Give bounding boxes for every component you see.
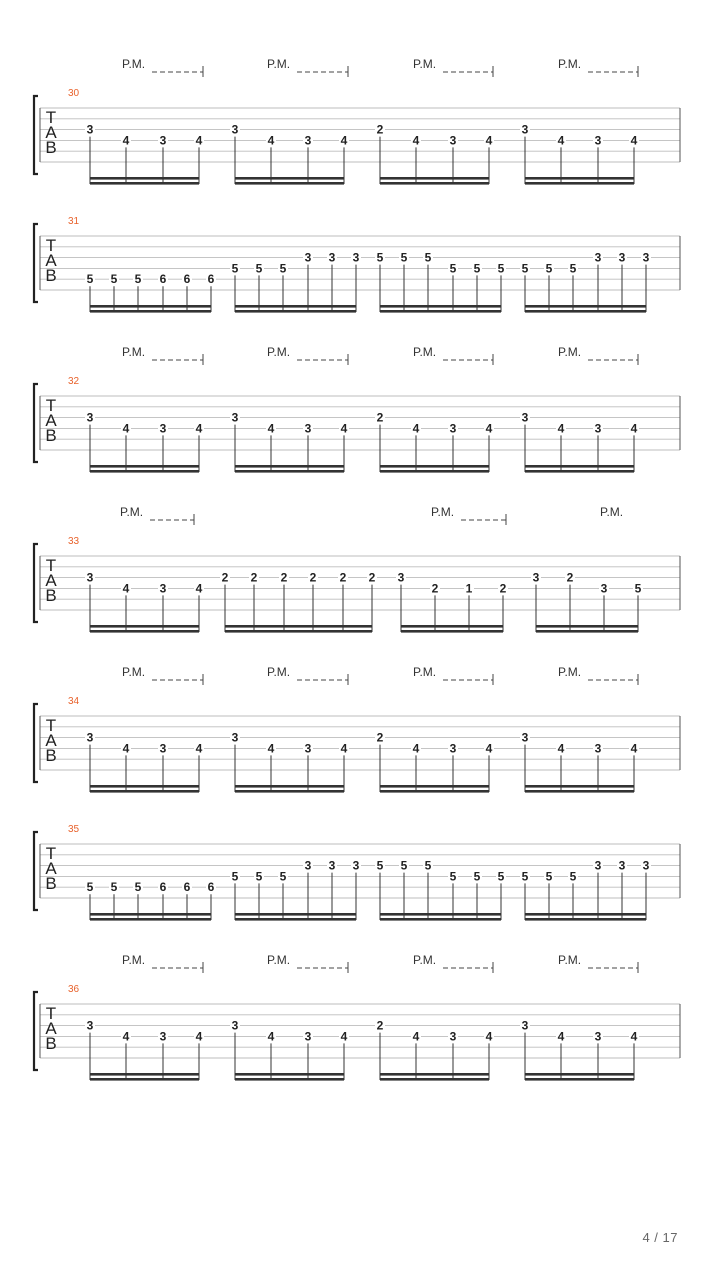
beam-primary (380, 918, 501, 921)
fret-number: 2 (280, 570, 288, 585)
tab-clef-letter: A (45, 571, 57, 590)
tab-clef-letter: B (45, 586, 57, 605)
fret-number: 4 (267, 1029, 275, 1044)
tab-clef-letter: T (45, 236, 57, 255)
measure-number: 33 (68, 536, 80, 547)
fret-number: 4 (630, 1029, 638, 1044)
fret-number: 3 (594, 741, 602, 756)
fret-number: 4 (122, 741, 130, 756)
system-bracket (34, 96, 38, 174)
fret-number: 3 (532, 570, 540, 585)
fret-number: 4 (195, 133, 203, 148)
beam-secondary (90, 177, 199, 180)
beam-secondary (225, 625, 372, 628)
tab-clef-letter: A (45, 731, 57, 750)
fret-number: 5 (497, 869, 505, 884)
fret-number: 5 (110, 880, 118, 895)
tab-clef-letter: B (45, 426, 57, 445)
beam-secondary (90, 1073, 199, 1076)
fret-number: 4 (340, 421, 348, 436)
fret-number: 4 (195, 421, 203, 436)
tab-clef-letter: T (45, 108, 57, 127)
fret-number: 5 (473, 869, 481, 884)
fret-number: 3 (594, 858, 602, 873)
fret-number: 4 (485, 1029, 493, 1044)
fret-number: 3 (449, 133, 457, 148)
beam-secondary (525, 305, 646, 308)
fret-number: 4 (412, 421, 420, 436)
fret-number: 2 (376, 730, 384, 745)
fret-number: 2 (431, 581, 439, 596)
fret-number: 4 (557, 1029, 565, 1044)
fret-number: 3 (159, 133, 167, 148)
fret-number: 5 (521, 261, 529, 276)
fret-number: 5 (400, 858, 408, 873)
tab-clef-letter: A (45, 123, 57, 142)
beam-primary (525, 182, 634, 185)
palm-mute-label: P.M. (413, 665, 437, 679)
fret-number: 3 (159, 421, 167, 436)
beam-secondary (380, 1073, 489, 1076)
beam-primary (235, 470, 344, 473)
palm-mute-label: P.M. (267, 665, 291, 679)
fret-number: 4 (630, 741, 638, 756)
beam-secondary (525, 1073, 634, 1076)
fret-number: 3 (600, 581, 608, 596)
fret-number: 4 (122, 421, 130, 436)
beam-primary (235, 182, 344, 185)
palm-mute-label: P.M. (558, 345, 582, 359)
fret-number: 4 (485, 741, 493, 756)
measure-number: 30 (68, 88, 80, 99)
beam-secondary (380, 785, 489, 788)
fret-number: 3 (521, 410, 529, 425)
measure-number: 31 (68, 216, 80, 227)
system-bracket (34, 832, 38, 910)
fret-number: 5 (376, 858, 384, 873)
fret-number: 3 (231, 122, 239, 137)
fret-number: 3 (231, 730, 239, 745)
fret-number: 4 (195, 581, 203, 596)
beam-primary (380, 470, 489, 473)
fret-number: 3 (159, 1029, 167, 1044)
fret-number: 3 (594, 421, 602, 436)
palm-mute-label: P.M. (122, 665, 146, 679)
fret-number: 3 (304, 133, 312, 148)
fret-number: 3 (521, 122, 529, 137)
fret-number: 3 (328, 250, 336, 265)
fret-number: 5 (634, 581, 642, 596)
fret-number: 3 (86, 1018, 94, 1033)
tab-clef-letter: B (45, 266, 57, 285)
beam-primary (90, 790, 199, 793)
palm-mute-label: P.M. (558, 57, 582, 71)
fret-number: 4 (485, 421, 493, 436)
beam-primary (525, 470, 634, 473)
palm-mute-label: P.M. (267, 345, 291, 359)
fret-number: 3 (304, 741, 312, 756)
fret-number: 5 (545, 261, 553, 276)
fret-number: 3 (449, 741, 457, 756)
beam-secondary (235, 465, 344, 468)
fret-number: 4 (412, 1029, 420, 1044)
fret-number: 2 (376, 410, 384, 425)
fret-number: 5 (279, 261, 287, 276)
fret-number: 5 (86, 272, 94, 287)
system-bracket (34, 992, 38, 1070)
beam-primary (235, 790, 344, 793)
beam-primary (525, 310, 646, 313)
fret-number: 3 (304, 1029, 312, 1044)
fret-number: 5 (449, 869, 457, 884)
fret-number: 3 (642, 250, 650, 265)
fret-number: 3 (352, 858, 360, 873)
palm-mute-label: P.M. (600, 505, 624, 519)
fret-number: 6 (183, 880, 191, 895)
fret-number: 4 (340, 741, 348, 756)
fret-number: 5 (449, 261, 457, 276)
palm-mute-label: P.M. (558, 665, 582, 679)
fret-number: 4 (340, 133, 348, 148)
beam-primary (90, 470, 199, 473)
measure-number: 34 (68, 696, 80, 707)
palm-mute-label: P.M. (413, 345, 437, 359)
palm-mute-label: P.M. (413, 57, 437, 71)
fret-number: 4 (485, 133, 493, 148)
beam-primary (235, 310, 356, 313)
fret-number: 3 (304, 421, 312, 436)
fret-number: 3 (86, 730, 94, 745)
fret-number: 5 (424, 858, 432, 873)
tab-system (34, 824, 680, 921)
fret-number: 2 (368, 570, 376, 585)
beam-primary (525, 918, 646, 921)
fret-number: 4 (630, 421, 638, 436)
fret-number: 4 (122, 1029, 130, 1044)
beam-secondary (235, 1073, 344, 1076)
fret-number: 2 (339, 570, 347, 585)
fret-number: 5 (231, 261, 239, 276)
beam-primary (401, 630, 503, 633)
beam-primary (235, 918, 356, 921)
beam-primary (235, 1078, 344, 1081)
fret-number: 4 (122, 581, 130, 596)
beam-secondary (235, 305, 356, 308)
tab-system (34, 216, 680, 313)
tab-clef-letter: B (45, 1034, 57, 1053)
fret-number: 3 (521, 1018, 529, 1033)
beam-primary (380, 790, 489, 793)
tab-clef-letter: T (45, 396, 57, 415)
tab-clef-letter: T (45, 844, 57, 863)
fret-number: 5 (231, 869, 239, 884)
fret-number: 5 (497, 261, 505, 276)
beam-secondary (90, 785, 199, 788)
beam-primary (536, 630, 638, 633)
tab-clef-letter: B (45, 746, 57, 765)
fret-number: 4 (267, 741, 275, 756)
fret-number: 2 (221, 570, 229, 585)
beam-secondary (380, 305, 501, 308)
fret-number: 4 (122, 133, 130, 148)
beam-secondary (235, 913, 356, 916)
beam-primary (525, 1078, 634, 1081)
palm-mute-label: P.M. (267, 57, 291, 71)
fret-number: 6 (207, 880, 215, 895)
palm-mute-label: P.M. (120, 505, 144, 519)
fret-number: 4 (267, 133, 275, 148)
fret-number: 2 (309, 570, 317, 585)
tab-clef-letter: A (45, 411, 57, 430)
beam-secondary (235, 177, 344, 180)
fret-number: 5 (86, 880, 94, 895)
beam-secondary (525, 785, 634, 788)
beam-primary (380, 310, 501, 313)
fret-number: 5 (569, 869, 577, 884)
fret-number: 5 (400, 250, 408, 265)
tab-clef-letter: T (45, 556, 57, 575)
beam-secondary (525, 465, 634, 468)
palm-mute-label: P.M. (558, 953, 582, 967)
fret-number: 3 (521, 730, 529, 745)
fret-number: 5 (134, 880, 142, 895)
fret-number: 4 (557, 421, 565, 436)
tab-system (34, 953, 680, 1081)
fret-number: 3 (449, 1029, 457, 1044)
tab-clef-letter: A (45, 251, 57, 270)
tab-system (34, 505, 680, 633)
beam-secondary (90, 913, 211, 916)
fret-number: 3 (594, 1029, 602, 1044)
fret-number: 3 (86, 410, 94, 425)
beam-secondary (380, 177, 489, 180)
beam-secondary (525, 913, 646, 916)
beam-secondary (90, 305, 211, 308)
fret-number: 3 (86, 570, 94, 585)
fret-number: 3 (86, 122, 94, 137)
fret-number: 3 (231, 1018, 239, 1033)
fret-number: 4 (412, 741, 420, 756)
tab-system (34, 57, 680, 185)
tab-clef-letter: T (45, 1004, 57, 1023)
system-bracket (34, 704, 38, 782)
palm-mute-label: P.M. (431, 505, 455, 519)
beam-primary (525, 790, 634, 793)
fret-number: 2 (499, 581, 507, 596)
fret-number: 5 (255, 869, 263, 884)
beam-primary (90, 182, 199, 185)
beam-primary (90, 1078, 199, 1081)
measure-number: 35 (68, 824, 80, 835)
beam-primary (90, 918, 211, 921)
tab-system (34, 665, 680, 793)
beam-primary (380, 1078, 489, 1081)
fret-number: 3 (449, 421, 457, 436)
fret-number: 2 (376, 122, 384, 137)
fret-number: 5 (134, 272, 142, 287)
beam-secondary (525, 177, 634, 180)
fret-number: 5 (521, 869, 529, 884)
fret-number: 4 (412, 133, 420, 148)
measure-number: 32 (68, 376, 80, 387)
palm-mute-label: P.M. (122, 57, 146, 71)
tab-clef-letter: T (45, 716, 57, 735)
fret-number: 5 (110, 272, 118, 287)
fret-number: 5 (424, 250, 432, 265)
fret-number: 5 (569, 261, 577, 276)
measure-number: 36 (68, 984, 80, 995)
beam-secondary (380, 465, 489, 468)
fret-number: 1 (465, 581, 473, 596)
beam-primary (225, 630, 372, 633)
fret-number: 3 (159, 581, 167, 596)
beam-secondary (536, 625, 638, 628)
fret-number: 2 (566, 570, 574, 585)
palm-mute-label: P.M. (122, 953, 146, 967)
beam-secondary (380, 913, 501, 916)
fret-number: 3 (397, 570, 405, 585)
fret-number: 4 (340, 1029, 348, 1044)
beam-secondary (235, 785, 344, 788)
fret-number: 5 (545, 869, 553, 884)
fret-number: 5 (473, 261, 481, 276)
tab-system (34, 345, 680, 473)
fret-number: 4 (557, 133, 565, 148)
beam-primary (90, 310, 211, 313)
fret-number: 4 (557, 741, 565, 756)
fret-number: 3 (618, 858, 626, 873)
fret-number: 4 (630, 133, 638, 148)
beam-secondary (90, 625, 199, 628)
fret-number: 3 (594, 250, 602, 265)
system-bracket (34, 384, 38, 462)
fret-number: 3 (159, 741, 167, 756)
fret-number: 3 (304, 858, 312, 873)
fret-number: 4 (195, 741, 203, 756)
fret-number: 3 (231, 410, 239, 425)
tab-clef-letter: A (45, 1019, 57, 1038)
fret-number: 6 (207, 272, 215, 287)
palm-mute-label: P.M. (413, 953, 437, 967)
fret-number: 5 (255, 261, 263, 276)
system-bracket (34, 224, 38, 302)
palm-mute-label: P.M. (122, 345, 146, 359)
page-number: 4 / 17 (642, 1230, 678, 1245)
fret-number: 2 (376, 1018, 384, 1033)
tab-clef-letter: B (45, 874, 57, 893)
fret-number: 3 (618, 250, 626, 265)
system-bracket (34, 544, 38, 622)
fret-number: 3 (594, 133, 602, 148)
beam-secondary (401, 625, 503, 628)
fret-number: 2 (250, 570, 258, 585)
beam-primary (380, 182, 489, 185)
fret-number: 5 (279, 869, 287, 884)
fret-number: 6 (183, 272, 191, 287)
tab-clef-letter: A (45, 859, 57, 878)
fret-number: 4 (195, 1029, 203, 1044)
beam-secondary (90, 465, 199, 468)
fret-number: 3 (304, 250, 312, 265)
palm-mute-label: P.M. (267, 953, 291, 967)
fret-number: 5 (376, 250, 384, 265)
fret-number: 3 (642, 858, 650, 873)
fret-number: 3 (352, 250, 360, 265)
fret-number: 6 (159, 880, 167, 895)
fret-number: 4 (267, 421, 275, 436)
fret-number: 3 (328, 858, 336, 873)
tab-clef-letter: B (45, 138, 57, 157)
fret-number: 6 (159, 272, 167, 287)
beam-primary (90, 630, 199, 633)
